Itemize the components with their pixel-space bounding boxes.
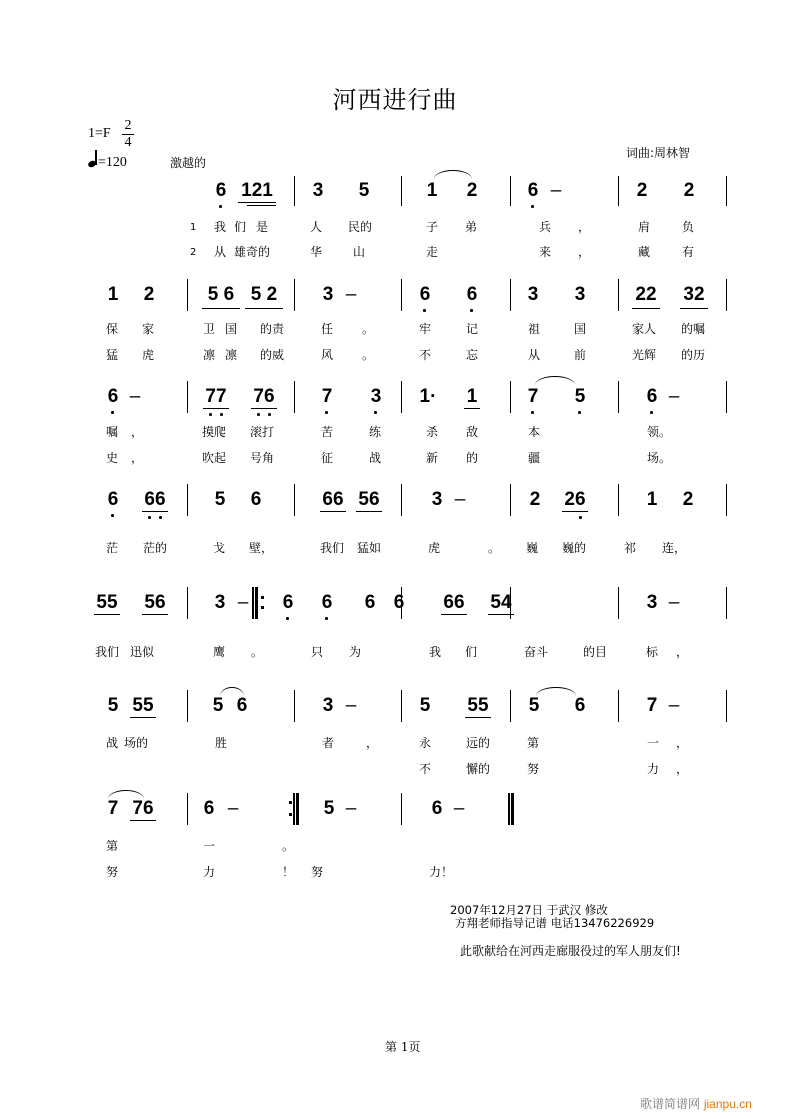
lyric: 人 bbox=[310, 220, 323, 234]
note: 6 bbox=[465, 284, 479, 306]
lower-octave-dot bbox=[219, 205, 222, 208]
note: 5 bbox=[214, 489, 226, 510]
dash: – bbox=[668, 695, 680, 716]
barline bbox=[294, 381, 295, 413]
underline bbox=[356, 511, 382, 512]
dash: – bbox=[345, 284, 357, 305]
dash: – bbox=[668, 592, 680, 613]
lyric: 牢 bbox=[419, 322, 432, 336]
underline bbox=[441, 614, 467, 615]
page-number: 第 1页 bbox=[385, 1040, 421, 1054]
note: 1 bbox=[646, 489, 658, 510]
lyric: 远的 bbox=[466, 736, 491, 750]
underline bbox=[142, 511, 168, 512]
note: 2 bbox=[636, 180, 648, 201]
lyric: 征 bbox=[321, 451, 334, 465]
dash: – bbox=[453, 798, 465, 819]
lyric: 。 bbox=[488, 541, 501, 555]
note: 6 bbox=[320, 592, 334, 614]
underline bbox=[488, 614, 514, 615]
lyric: 民的 bbox=[348, 220, 373, 234]
lyric: 努 bbox=[311, 865, 324, 879]
lyric: 一 bbox=[203, 839, 216, 853]
underline bbox=[203, 408, 229, 409]
lyric: ， bbox=[131, 451, 144, 465]
expression-marking: 激越的 bbox=[170, 156, 207, 170]
lyric: 练 bbox=[369, 425, 382, 439]
barline bbox=[510, 484, 511, 516]
lyric: 从 bbox=[528, 348, 541, 362]
barline bbox=[294, 690, 295, 722]
note-eighth: 1 bbox=[465, 386, 479, 408]
lyric: 滚打 bbox=[250, 425, 275, 439]
lyric: 我们 bbox=[95, 645, 120, 659]
lyric: 力 bbox=[203, 865, 216, 879]
lyric: 祁 bbox=[624, 541, 637, 555]
repeat-end-barline bbox=[293, 793, 299, 825]
lyric: 们 bbox=[465, 645, 478, 659]
lyric: 力！ bbox=[429, 865, 454, 879]
lyric: 巍 bbox=[526, 541, 539, 555]
dedication-note: 此歌献给在河西走廊服役过的军人朋友们! bbox=[460, 944, 681, 958]
lyric: 懈的 bbox=[466, 762, 491, 776]
lyric: 我 bbox=[429, 645, 442, 659]
barline bbox=[187, 793, 188, 825]
lyric: 家 bbox=[142, 322, 155, 336]
barline bbox=[294, 279, 295, 311]
barline bbox=[187, 279, 188, 311]
note: 3 bbox=[646, 592, 658, 613]
slur bbox=[536, 687, 576, 696]
note: 6 bbox=[574, 695, 586, 716]
lyric: 场的 bbox=[124, 736, 149, 750]
note: 6 bbox=[281, 592, 295, 614]
lower-octave-dot bbox=[423, 309, 426, 312]
lyric: 凛 bbox=[225, 348, 238, 362]
lower-octave-dot bbox=[470, 309, 473, 312]
lyric: 的威 bbox=[260, 348, 285, 362]
dotted-note: 1· bbox=[419, 386, 437, 407]
note: 1 bbox=[426, 180, 438, 201]
barline bbox=[401, 793, 402, 825]
watermark-domain: jianpu.cn bbox=[703, 1097, 752, 1111]
lyric: 猛 bbox=[106, 348, 119, 362]
lower-octave-dot bbox=[374, 411, 377, 414]
underline bbox=[680, 308, 708, 309]
lyric: ， bbox=[131, 425, 144, 439]
lyric: ， bbox=[676, 736, 689, 750]
lyric: 领。 bbox=[647, 425, 672, 439]
note: 7 bbox=[526, 386, 540, 408]
lyric: 凛 bbox=[203, 348, 216, 362]
lower-octave-dot bbox=[111, 411, 114, 414]
note: 5 bbox=[212, 695, 224, 716]
underline bbox=[251, 408, 277, 409]
lyric: 标 bbox=[646, 645, 659, 659]
underline bbox=[465, 717, 491, 718]
guidance-note: 方翔老师指导记谱 电话13476226929 bbox=[455, 916, 655, 930]
lyric: 。 bbox=[362, 322, 375, 336]
lyric: 有 bbox=[682, 245, 695, 259]
note-group-eighth: 76 bbox=[252, 386, 276, 408]
note-group-eighth: 56 bbox=[143, 592, 167, 614]
barline bbox=[401, 484, 402, 516]
barline bbox=[187, 587, 188, 619]
lyric: 的责 bbox=[260, 322, 285, 336]
time-signature-top: 2 bbox=[124, 118, 132, 133]
lyric: 家人 bbox=[632, 322, 657, 336]
underline bbox=[94, 614, 120, 615]
note-group-eighth: 32 bbox=[681, 284, 707, 306]
lyric: ， bbox=[578, 220, 591, 234]
lower-octave-dot bbox=[650, 411, 653, 414]
underline bbox=[202, 308, 240, 309]
lyric: 前 bbox=[574, 348, 587, 362]
barline bbox=[401, 690, 402, 722]
lyric: ！ bbox=[282, 865, 295, 879]
lower-octave-dot bbox=[257, 413, 260, 416]
note: 3 bbox=[312, 180, 324, 201]
composer-credit: 词曲:周林智 bbox=[626, 146, 691, 160]
lyric: 风 bbox=[321, 348, 334, 362]
lyric: 光辉 bbox=[632, 348, 657, 362]
time-signature bbox=[121, 118, 135, 151]
tempo-marking bbox=[88, 150, 127, 171]
note: 6 bbox=[214, 180, 228, 202]
note: 6 bbox=[431, 798, 443, 819]
lyric: 山 bbox=[353, 245, 366, 259]
slur bbox=[434, 170, 472, 179]
lower-octave-dot bbox=[325, 411, 328, 414]
note: 3 bbox=[322, 284, 334, 305]
final-barline bbox=[508, 793, 514, 825]
lyric: 茫的 bbox=[143, 541, 168, 555]
note-group-eighth: 55 bbox=[131, 695, 155, 717]
note: 3 bbox=[322, 695, 334, 716]
lower-octave-dot bbox=[159, 516, 162, 519]
lyric: 猛如 bbox=[357, 541, 382, 555]
barline bbox=[726, 381, 727, 413]
lyric: ， bbox=[366, 736, 379, 750]
lyric: 的嘱 bbox=[681, 322, 706, 336]
lyric: 我们 bbox=[320, 541, 345, 555]
barline bbox=[726, 176, 727, 206]
note: 3 bbox=[369, 386, 383, 408]
underline bbox=[142, 614, 168, 615]
note: 2 bbox=[466, 180, 478, 201]
lyric: 永 bbox=[419, 736, 432, 750]
lower-octave-dot bbox=[209, 413, 212, 416]
song-title: 河西进行曲 bbox=[332, 86, 458, 114]
repeat-dot bbox=[289, 801, 292, 804]
barline bbox=[618, 484, 619, 516]
note: 5 bbox=[528, 695, 540, 716]
watermark bbox=[640, 1095, 752, 1112]
barline bbox=[401, 381, 402, 413]
lyric: 场。 bbox=[647, 451, 672, 465]
note-group-sixteenth: 121 bbox=[239, 180, 275, 202]
barline bbox=[401, 279, 402, 311]
quarter-note-icon bbox=[88, 150, 98, 168]
dash: – bbox=[668, 386, 680, 407]
note: 2 bbox=[143, 284, 155, 305]
underline bbox=[247, 205, 276, 206]
note: 6 bbox=[393, 592, 405, 613]
lyric: 弟 bbox=[465, 220, 478, 234]
note-group-eighth: 5 2 bbox=[246, 284, 282, 306]
barline bbox=[294, 484, 295, 516]
barline bbox=[187, 381, 188, 413]
lower-octave-dot bbox=[111, 514, 114, 517]
note-group-eighth: 22 bbox=[633, 284, 659, 306]
barline bbox=[726, 484, 727, 516]
note: 6 bbox=[106, 489, 120, 511]
lower-octave-dot bbox=[579, 516, 582, 519]
lyric: 卫 bbox=[203, 322, 216, 336]
note: 6 bbox=[106, 386, 120, 408]
lyric: 来 bbox=[539, 245, 552, 259]
dash: – bbox=[454, 489, 466, 510]
note: 6 bbox=[250, 489, 262, 510]
lyric: 。 bbox=[362, 348, 375, 362]
note: 7 bbox=[107, 798, 119, 819]
dash: – bbox=[345, 695, 357, 716]
barline bbox=[510, 279, 511, 311]
barline bbox=[401, 176, 402, 206]
key-signature: 1=F bbox=[88, 126, 111, 141]
lyric: 国 bbox=[225, 322, 238, 336]
lyric: 戈 bbox=[213, 541, 226, 555]
underline bbox=[130, 820, 156, 821]
lyric: 保 bbox=[106, 322, 119, 336]
note: 6 bbox=[418, 284, 432, 306]
underline bbox=[320, 511, 346, 512]
lyric: 走 bbox=[426, 245, 439, 259]
lyric: 战 bbox=[369, 451, 382, 465]
note-group-eighth: 54 bbox=[489, 592, 513, 614]
lower-octave-dot bbox=[286, 617, 289, 620]
repeat-dot bbox=[261, 606, 264, 609]
lyric: 新 bbox=[426, 451, 439, 465]
barline bbox=[510, 690, 511, 722]
lyric: ， bbox=[578, 245, 591, 259]
lyric: 努 bbox=[106, 865, 119, 879]
barline bbox=[618, 381, 619, 413]
lyric: 战 bbox=[106, 736, 119, 750]
underline bbox=[245, 308, 283, 309]
note: 5 bbox=[573, 386, 587, 408]
dash: – bbox=[345, 798, 357, 819]
lyric: 祖 bbox=[528, 322, 541, 336]
underline bbox=[238, 202, 276, 203]
barline bbox=[510, 176, 511, 206]
lyric: 虎 bbox=[142, 348, 155, 362]
barline bbox=[187, 690, 188, 722]
lyric: ， bbox=[676, 762, 689, 776]
underline bbox=[130, 717, 156, 718]
lyric: 只 bbox=[311, 645, 324, 659]
lyric: 记 bbox=[466, 322, 479, 336]
lyric: 努 bbox=[527, 762, 540, 776]
lyric: 我 bbox=[214, 220, 227, 234]
revision-note: 2007年12月27日 于武汉 修改 bbox=[450, 903, 608, 917]
barline bbox=[726, 587, 727, 619]
repeat-dot bbox=[261, 596, 264, 599]
lower-octave-dot bbox=[220, 413, 223, 416]
lyric: 负 bbox=[682, 220, 695, 234]
lyric: 为 bbox=[349, 645, 362, 659]
lyric: 史 bbox=[106, 451, 119, 465]
note: 3 bbox=[431, 489, 443, 510]
lyric: 是 bbox=[256, 220, 269, 234]
lyric: 不 bbox=[419, 762, 432, 776]
lyric: 奋斗 bbox=[524, 645, 549, 659]
lyric: 雄奇的 bbox=[234, 245, 271, 259]
note-group-eighth: 55 bbox=[95, 592, 119, 614]
lyric: 华 bbox=[310, 245, 323, 259]
lyric: 者 bbox=[322, 736, 335, 750]
lyric: 第 bbox=[106, 839, 119, 853]
dash: – bbox=[550, 180, 562, 201]
barline bbox=[618, 279, 619, 311]
note: 6 bbox=[203, 798, 215, 819]
note: 5 bbox=[323, 798, 335, 819]
note-group-eighth: 66 bbox=[321, 489, 345, 511]
underline bbox=[464, 408, 480, 409]
lyric: 们 bbox=[234, 220, 247, 234]
barline bbox=[726, 690, 727, 722]
lyric: 国 bbox=[574, 322, 587, 336]
lyric: 疆 bbox=[528, 451, 541, 465]
lyric: 从 bbox=[214, 245, 227, 259]
dash: – bbox=[237, 592, 249, 613]
lower-octave-dot bbox=[325, 617, 328, 620]
time-signature-bottom: 4 bbox=[124, 135, 132, 150]
note: 3 bbox=[527, 284, 539, 305]
lyric: 苦 bbox=[321, 425, 334, 439]
note: 1 bbox=[107, 284, 119, 305]
lyric: ， bbox=[676, 645, 689, 659]
lower-octave-dot bbox=[531, 205, 534, 208]
lyric: 茫 bbox=[106, 541, 119, 555]
note: 6 bbox=[236, 695, 248, 716]
lyric: 藏 bbox=[638, 245, 651, 259]
dash: – bbox=[129, 386, 141, 407]
lyric: 一 bbox=[647, 736, 660, 750]
note-group-eighth: 66 bbox=[143, 489, 167, 511]
note-group-eighth: 76 bbox=[131, 798, 155, 820]
lyric: 的历 bbox=[681, 348, 706, 362]
lyric: 不 bbox=[419, 348, 432, 362]
lower-octave-dot bbox=[148, 516, 151, 519]
barline bbox=[618, 587, 619, 619]
barline bbox=[510, 381, 511, 413]
lyric: 敌 bbox=[466, 425, 479, 439]
barline bbox=[726, 279, 727, 311]
note: 2 bbox=[682, 489, 694, 510]
note: 5 bbox=[358, 180, 370, 201]
lyric: 摸爬 bbox=[202, 425, 227, 439]
note: 2 bbox=[529, 489, 541, 510]
note-group-eighth: 55 bbox=[466, 695, 490, 717]
note-group-eighth: 56 bbox=[357, 489, 381, 511]
note-group-eighth: 5 6 bbox=[203, 284, 239, 306]
lyric: 巍的 bbox=[562, 541, 587, 555]
lower-octave-dot bbox=[268, 413, 271, 416]
barline bbox=[618, 176, 619, 206]
lyric: 嘱 bbox=[106, 425, 119, 439]
lyric: 虎 bbox=[428, 541, 441, 555]
repeat-dot bbox=[289, 813, 292, 816]
repeat-start-barline bbox=[252, 587, 258, 619]
lyric: 杀 bbox=[426, 425, 439, 439]
lyric: 力 bbox=[647, 762, 660, 776]
lower-octave-dot bbox=[578, 411, 581, 414]
lyric: 连， bbox=[662, 541, 687, 555]
lyric: 子 bbox=[426, 220, 439, 234]
slur bbox=[535, 376, 575, 385]
note: 7 bbox=[646, 695, 658, 716]
note: 6 bbox=[364, 592, 376, 613]
note-group-eighth: 77 bbox=[204, 386, 228, 408]
tempo-value: =120 bbox=[98, 155, 127, 170]
note: 2 bbox=[683, 180, 695, 201]
lyric: 肩 bbox=[638, 220, 651, 234]
lyric: 第 bbox=[527, 736, 540, 750]
note: 6 bbox=[526, 180, 540, 202]
verse-number: 1 bbox=[190, 222, 197, 233]
underline bbox=[562, 511, 588, 512]
note-group-eighth: 66 bbox=[442, 592, 466, 614]
note: 5 bbox=[107, 695, 119, 716]
lyric: 鹰 bbox=[213, 645, 226, 659]
lyric: 壁， bbox=[249, 541, 274, 555]
underline bbox=[632, 308, 660, 309]
note: 6 bbox=[645, 386, 659, 408]
dash: – bbox=[227, 798, 239, 819]
lyric: 兵 bbox=[539, 220, 552, 234]
lyric: 。 bbox=[251, 645, 264, 659]
lyric: 的 bbox=[466, 451, 479, 465]
barline bbox=[294, 176, 295, 206]
note: 7 bbox=[320, 386, 334, 408]
lower-octave-dot bbox=[531, 411, 534, 414]
note: 3 bbox=[214, 592, 226, 613]
note: 5 bbox=[419, 695, 431, 716]
note-group-eighth: 26 bbox=[563, 489, 587, 511]
lyric: 号角 bbox=[250, 451, 275, 465]
lyric: 迅似 bbox=[130, 645, 155, 659]
note: 3 bbox=[574, 284, 586, 305]
lyric: 吹起 bbox=[202, 451, 227, 465]
lyric: 胜 bbox=[215, 736, 228, 750]
barline bbox=[187, 484, 188, 516]
lyric: 忘 bbox=[466, 348, 479, 362]
lyric: 本 bbox=[528, 425, 541, 439]
verse-number: 2 bbox=[190, 247, 197, 258]
lyric: 任 bbox=[321, 322, 334, 336]
barline bbox=[618, 690, 619, 722]
lyric: 。 bbox=[282, 839, 295, 853]
watermark-site-name: 歌谱简谱网 bbox=[640, 1097, 701, 1111]
lyric: 的目 bbox=[583, 645, 608, 659]
